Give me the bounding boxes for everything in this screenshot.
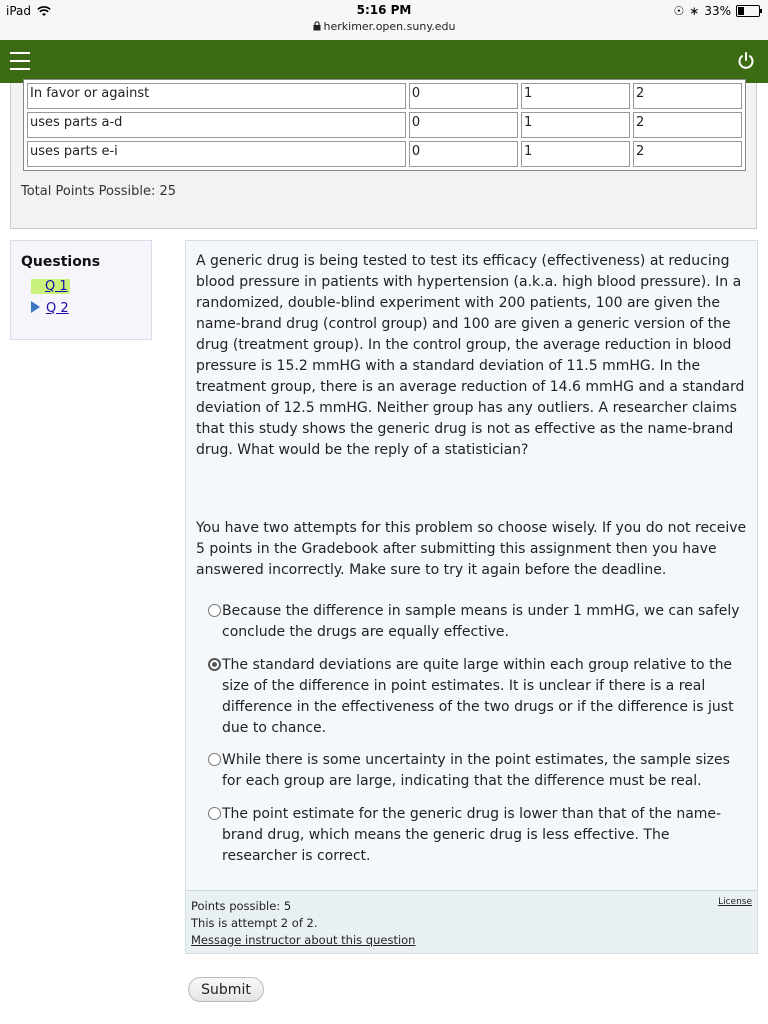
bluetooth-icon: ∗ <box>689 4 700 18</box>
rubric-score: 0 <box>409 141 518 167</box>
question-link-2[interactable]: Q 2 <box>46 301 69 316</box>
radio-button[interactable] <box>208 658 221 671</box>
radio-button[interactable] <box>208 604 221 617</box>
power-icon[interactable] <box>736 51 756 71</box>
choice-text: Because the difference in sample means is under 1 mmHG, we can safely conclude the drugs are equally effective. <box>222 603 740 640</box>
message-instructor-link[interactable]: Message instructor about this question <box>191 933 416 947</box>
battery-percent: 33% <box>704 4 731 18</box>
current-question-arrow-icon <box>31 301 40 313</box>
device-label: iPad <box>6 4 32 18</box>
question-link-1[interactable]: Q 1 <box>45 279 68 294</box>
rubric-score: 1 <box>521 141 630 167</box>
attempt-note: You have two attempts for this problem so choose wisely. If you do not receive 5 points in the Gradebook after submitting this assignment then you have answered incorrectly. Make sure to try it again before the deadline. <box>196 520 747 578</box>
choice-text: The standard deviations are quite large within each group relative to the size of the difference in point estimates. It is unclear if there is a real difference in the effectiveness of the two drugs or if the difference is just due to chance. <box>222 657 734 736</box>
rubric-score: 1 <box>521 112 630 138</box>
answer-choice-c[interactable] <box>222 750 742 792</box>
radio-button[interactable] <box>208 807 221 820</box>
rubric-row <box>27 83 742 109</box>
points-possible: Points possible: 5 <box>191 899 292 913</box>
status-time: 5:16 PM <box>356 3 412 17</box>
total-points: Total Points Possible: 25 <box>21 184 177 199</box>
question-info-footer <box>186 890 757 953</box>
menu-icon[interactable] <box>10 52 30 70</box>
license-link[interactable]: License <box>718 897 752 907</box>
submit-button[interactable]: Submit <box>188 977 264 1002</box>
question-nav-item-1 <box>31 279 70 294</box>
question-text: A generic drug is being tested to test its efficacy (effectiveness) at reducing blood pressure in patients with hypertension (a.k.a. high blood pressure). In a randomized, double-blind experiment with 200 patients, 100 are given the name-brand drug (control group) and 100 are given a generic version of the drug (treatment group). In the control group, the average reduction in blood pressure is 15.2 mmHG with a standard deviation of 11.5 mmHG. In the treatment group, there is an average reduction of 14.6 mmHG and a standard deviation of 12.5 mmHG. Neither group has any outliers. A researcher claims that this study shows the generic drug is not as effective as the name-brand drug. What would be the reply of a statistician? <box>196 253 745 458</box>
status-right <box>674 4 761 18</box>
rubric-row <box>27 141 742 167</box>
top-navbar <box>0 40 768 83</box>
rubric-panel <box>10 83 757 229</box>
rubric-row <box>27 112 742 138</box>
rubric-table <box>23 79 746 171</box>
rubric-score: 2 <box>633 112 742 138</box>
orientation-lock-icon: ☉ <box>673 4 685 18</box>
rubric-criterion: uses parts a-d <box>27 112 406 138</box>
rubric-criterion: In favor or against <box>27 83 406 109</box>
answer-choice-a[interactable] <box>222 601 742 643</box>
question-panel <box>185 240 758 954</box>
rubric-score: 2 <box>633 83 742 109</box>
questions-sidebar <box>10 240 152 340</box>
choice-text: The point estimate for the generic drug is lower than that of the name-brand drug, which means the generic drug is less effective. The researcher is correct. <box>222 806 722 864</box>
battery-icon <box>736 5 760 17</box>
question-nav-item-2 <box>31 301 69 316</box>
rubric-score: 1 <box>521 83 630 109</box>
address-bar[interactable] <box>0 20 768 33</box>
radio-button[interactable] <box>208 753 221 766</box>
message-instructor <box>191 933 415 947</box>
url-text: herkimer.open.suny.edu <box>323 20 456 33</box>
rubric-score: 2 <box>633 141 742 167</box>
questions-heading: Questions <box>21 254 101 270</box>
rubric-score: 0 <box>409 112 518 138</box>
answer-choice-d[interactable] <box>222 804 742 867</box>
choice-text: While there is some uncertainty in the point estimates, the sample sizes for each group are large, indicating that the difference must be real. <box>222 752 730 789</box>
rubric-score: 0 <box>409 83 518 109</box>
attempt-count: This is attempt 2 of 2. <box>191 916 318 930</box>
lock-icon <box>313 21 321 31</box>
answer-choice-b[interactable] <box>222 655 742 739</box>
rubric-criterion: uses parts e-i <box>27 141 406 167</box>
ios-status-bar <box>0 0 768 40</box>
